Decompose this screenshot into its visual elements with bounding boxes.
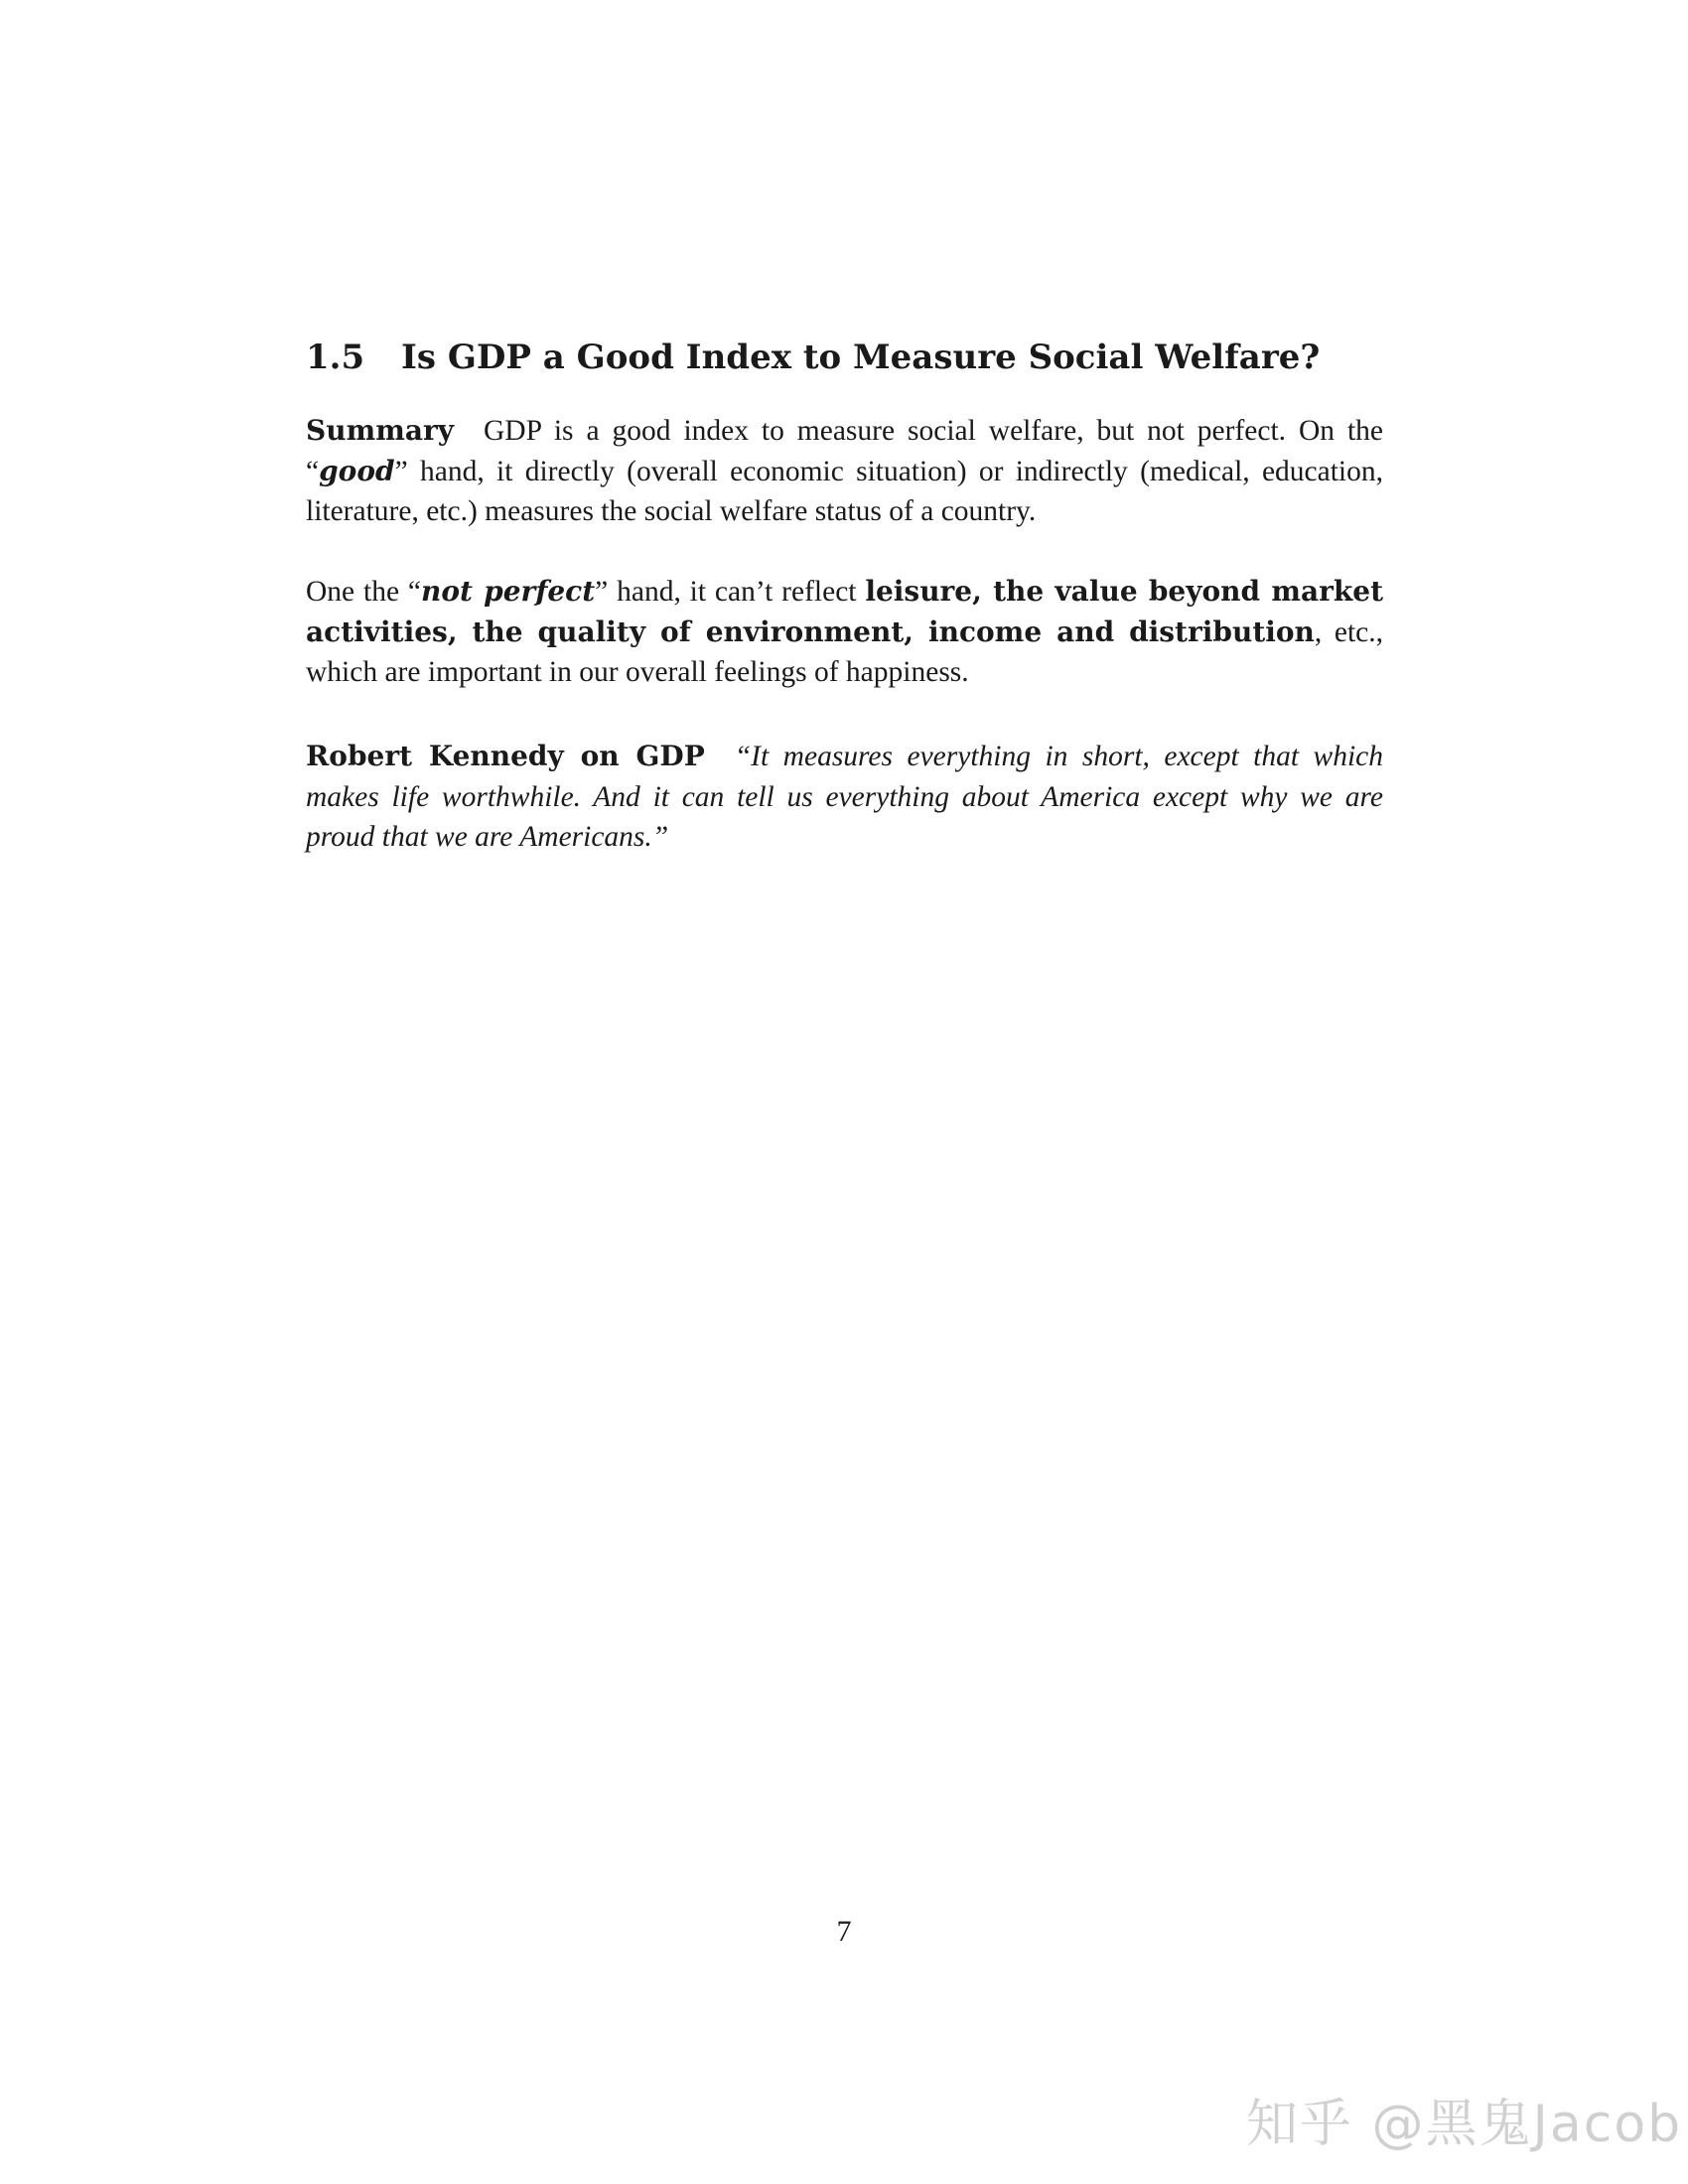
section-number: 1.5 [306, 338, 365, 377]
summary-text-2: ” hand, it directly (overall economic situation) or indirectly (medical, education, literature, etc.) measures the social welfare status of a country. [306, 455, 1383, 527]
not-perfect-bold-list: leisure, the value beyond market activities, the quality of environment, income and distribution [306, 575, 1384, 648]
page-number: 7 [836, 1915, 852, 1948]
section-heading [306, 336, 1388, 379]
quote-label: Robert Kennedy on GDP [306, 740, 705, 772]
not-perfect-text-3: , etc., which are important in our overall feelings of happiness. [306, 615, 1383, 688]
summary-paragraph [306, 411, 1383, 532]
not-perfect-paragraph [306, 572, 1383, 693]
kennedy-quote-paragraph [306, 737, 1383, 858]
section-title: Is GDP a Good Index to Measure Social Welfare? [401, 338, 1321, 377]
quote-text: “It measures everything in short, except that which makes life worthwhile. And it can tell us everything about America except why we are proud that we are Americans.” [306, 741, 1383, 853]
not-perfect-emphasis: not perfect [420, 575, 596, 608]
good-emphasis: good [319, 454, 395, 487]
zhihu-watermark: 知乎 @黑鬼Jacob [1246, 2095, 1683, 2154]
summary-text-1: GDP is a good index to measure social welfare, but not perfect. On the “ [306, 415, 1383, 487]
summary-label: Summary [306, 414, 454, 447]
not-perfect-text-2: ” hand, it can’t reflect [595, 576, 866, 608]
not-perfect-text-1: One the “ [306, 576, 421, 608]
